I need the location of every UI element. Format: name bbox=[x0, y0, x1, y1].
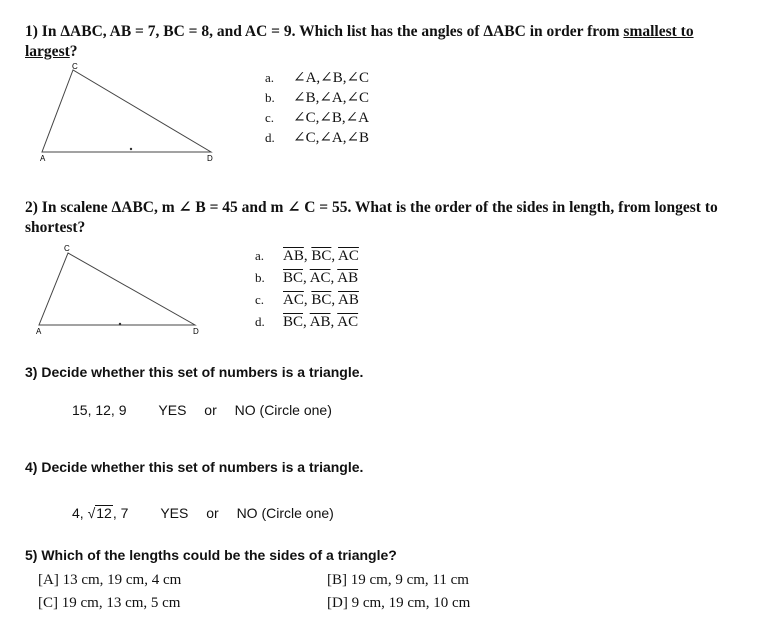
yes-choice[interactable]: YES bbox=[158, 402, 187, 418]
segment-3: $\overline{AC}$ bbox=[338, 248, 359, 264]
segment-2: $\overline{AB}$ bbox=[309, 314, 331, 330]
segment-3: $\overline{AC}$ bbox=[337, 314, 359, 330]
question-2-text bbox=[25, 198, 760, 238]
option-text: ∠C,∠B,∠A bbox=[293, 110, 370, 126]
option-b[interactable]: b. $\overline{BC}$, $\overline{AC}$, $\overline{AB}$ bbox=[255, 267, 359, 289]
segment-2: $\overline{BC}$ bbox=[311, 248, 332, 264]
option-c[interactable] bbox=[265, 108, 369, 128]
segment-2: $\overline{AC}$ bbox=[309, 270, 331, 286]
segment-1: $\overline{BC}$ bbox=[283, 314, 304, 330]
question-2-options bbox=[255, 245, 359, 333]
option-d[interactable]: d. $\overline{BC}$, $\overline{AB}$, $\overline{AC}$ bbox=[255, 311, 359, 333]
triangle-midpoint-dot bbox=[130, 148, 132, 150]
question-2-line1: 2) In scalene ΔABC, m ∠ B = 45 and m ∠ C = 55. What is the order of the sides in length, from longest to bbox=[25, 199, 718, 216]
question-1-triangle-diagram bbox=[35, 62, 225, 167]
option-d[interactable] bbox=[265, 128, 369, 148]
triangle-shape bbox=[42, 70, 211, 152]
segment-3: $\overline{AB}$ bbox=[338, 292, 359, 308]
no-choice[interactable]: NO (Circle one) bbox=[236, 505, 334, 521]
option-letter: b. bbox=[255, 270, 265, 285]
option-letter: a. bbox=[255, 248, 265, 263]
option-b[interactable] bbox=[265, 88, 369, 108]
vertex-label-right: D bbox=[207, 154, 213, 163]
question-3-title: 3) Decide whether this set of numbers is a triangle. bbox=[25, 364, 364, 380]
sqrt-icon: √ bbox=[87, 505, 96, 521]
segment-3: $\overline{AB}$ bbox=[337, 270, 359, 286]
number-set: 15, 12, 9 bbox=[72, 402, 127, 418]
question-2-line2: shortest? bbox=[25, 219, 86, 236]
option-letter: b. bbox=[265, 90, 275, 105]
number-last: , 7 bbox=[112, 505, 129, 521]
choice-d[interactable]: [D] 9 cm, 19 cm, 10 cm bbox=[327, 595, 471, 611]
vertex-label-left: A bbox=[36, 327, 42, 336]
question-1-underline-part1: smallest to bbox=[623, 23, 694, 40]
or-text: or bbox=[204, 402, 217, 418]
question-2-triangle-diagram bbox=[33, 242, 208, 337]
segment-1: $\overline{AC}$ bbox=[283, 292, 304, 308]
triangle-midpoint-dot bbox=[119, 323, 121, 325]
question-5-title: 5) Which of the lengths could be the sides of a triangle? bbox=[25, 547, 397, 563]
choice-b[interactable]: [B] 19 cm, 9 cm, 11 cm bbox=[327, 572, 469, 588]
vertex-label-top: C bbox=[72, 62, 78, 71]
option-letter: d. bbox=[255, 314, 265, 329]
question-1-line1: 1) In ΔABC, AB = 7, BC = 8, and AC = 9. Which list has the angles of ΔABC in order from bbox=[25, 23, 624, 40]
question-1-text bbox=[25, 22, 760, 62]
choice-c[interactable]: [C] 19 cm, 13 cm, 5 cm bbox=[38, 595, 181, 611]
question-1-line2-suffix: ? bbox=[69, 43, 78, 60]
or-text: or bbox=[206, 505, 219, 521]
question-4-title: 4) Decide whether this set of numbers is a triangle. bbox=[25, 459, 364, 475]
question-1-options bbox=[265, 68, 369, 148]
question-1-underline-part2: largest bbox=[25, 43, 70, 60]
vertex-label-top: C bbox=[64, 244, 70, 253]
number-first: 4, bbox=[72, 505, 84, 521]
option-letter: c. bbox=[255, 292, 265, 307]
yes-choice[interactable]: YES bbox=[160, 505, 189, 521]
vertex-label-left: A bbox=[40, 154, 46, 163]
triangle-shape bbox=[39, 253, 195, 325]
option-text: ∠C,∠A,∠B bbox=[293, 130, 370, 146]
option-a[interactable] bbox=[265, 68, 369, 88]
option-text: ∠A,∠B,∠C bbox=[293, 70, 370, 86]
option-letter: c. bbox=[265, 110, 275, 125]
radicand: 12 bbox=[96, 505, 112, 521]
option-c[interactable]: c. $\overline{AC}$, $\overline{BC}$, $\overline{AB}$ bbox=[255, 289, 359, 311]
question-3-answer-row bbox=[72, 402, 332, 418]
segment-2: $\overline{BC}$ bbox=[311, 292, 332, 308]
vertex-label-right: D bbox=[193, 327, 199, 336]
segment-1: $\overline{AB}$ bbox=[283, 248, 304, 264]
choice-a[interactable]: [A] 13 cm, 19 cm, 4 cm bbox=[38, 572, 182, 588]
option-a[interactable]: a. $\overline{AB}$, $\overline{BC}$, $\overline{AC}$ bbox=[255, 245, 359, 267]
option-text: ∠B,∠A,∠C bbox=[293, 90, 370, 106]
no-choice[interactable]: NO (Circle one) bbox=[234, 402, 332, 418]
question-4-answer-row bbox=[72, 505, 334, 521]
segment-1: $\overline{BC}$ bbox=[283, 270, 304, 286]
option-letter: a. bbox=[265, 70, 275, 85]
option-letter: d. bbox=[265, 130, 275, 145]
